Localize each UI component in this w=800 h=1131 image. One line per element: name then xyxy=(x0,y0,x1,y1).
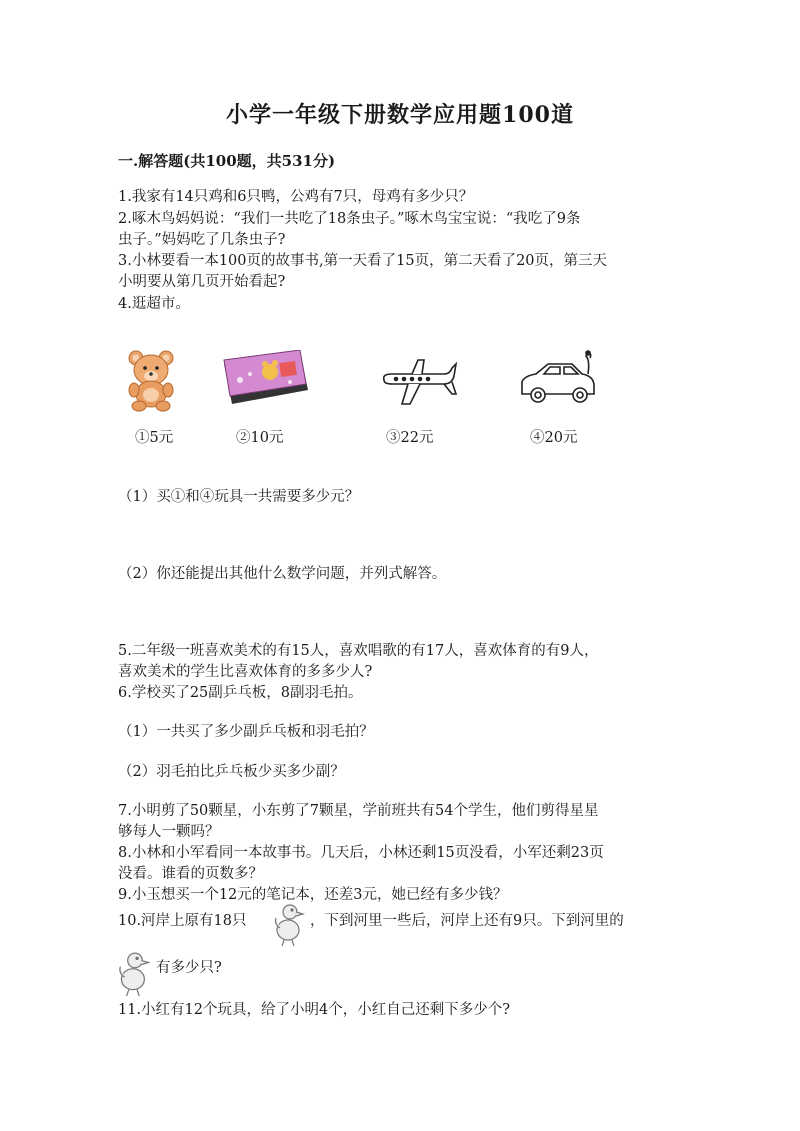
question-2-line-1: 2.啄木鸟妈妈说：“我们一共吃了18条虫子。”啄木鸟宝宝说：“我吃了9条 xyxy=(118,211,581,227)
section-heading: 一.解答题(共100题，共531分) xyxy=(118,152,336,170)
question-3-line-2: 小明要从第几页开始看起? xyxy=(118,274,286,290)
question-6: 6.学校买了25副乒乓板，8副羽毛拍。 xyxy=(118,685,363,701)
toy-price-4: ④20元 xyxy=(530,430,578,446)
question-7-line-2: 够每人一颗吗？ xyxy=(118,824,220,840)
question-4: 4.逛超市。 xyxy=(118,296,190,312)
toy-car-icon xyxy=(518,350,602,412)
page-title: 小学一年级下册数学应用题100道 xyxy=(226,102,574,128)
question-8-line-1: 8.小林和小军看同一本故事书。几天后，小林还剩15页没看，小军还剩23页 xyxy=(118,845,604,861)
question-5-line-1: 5.二年级一班喜欢美术的有15人，喜欢唱歌的有17人，喜欢体育的有9人， xyxy=(118,643,599,659)
duck-icon xyxy=(272,902,308,952)
question-4-sub-1: （1）买①和④玩具一共需要多少元？ xyxy=(118,489,360,505)
question-9: 9.小玉想买一个12元的笔记本，还差3元，她已经有多少钱？ xyxy=(118,887,508,903)
question-10-part-b: ，下到河里一些后，河岸上还有9只。下到河里的 xyxy=(310,913,624,929)
pencil-case-icon xyxy=(220,350,310,410)
toy-price-3: ③22元 xyxy=(386,430,434,446)
duck-icon-2 xyxy=(116,950,154,1002)
question-11: 11.小红有12个玩具，给了小明4个，小红自己还剩下多少个? xyxy=(118,1002,511,1018)
airplane-icon xyxy=(378,354,458,414)
toy-price-1: ①5元 xyxy=(135,430,174,446)
question-7-line-1: 7.小明剪了50颗星，小东剪了7颗星，学前班共有54个学生，他们剪得星星 xyxy=(118,803,599,819)
question-6-sub-1: （1）一共买了多少副乒乓板和羽毛拍？ xyxy=(118,724,374,740)
question-3-line-1: 3.小林要看一本100页的故事书,第一天看了15页，第二天看了20页，第三天 xyxy=(118,253,608,269)
question-10-part-a: 10.河岸上原有18只 xyxy=(118,913,247,929)
question-10-part-c: 有多少只? xyxy=(156,960,222,976)
question-4-sub-2: （2）你还能提出其他什么数学问题，并列式解答。 xyxy=(118,566,447,582)
teddy-bear-icon xyxy=(124,348,178,416)
toy-price-2: ②10元 xyxy=(236,430,284,446)
question-2-line-2: 虫子。”妈妈吃了几条虫子? xyxy=(118,232,286,248)
question-1: 1.我家有14只鸡和6只鸭，公鸡有7只，母鸡有多少只？ xyxy=(118,189,474,205)
question-8-line-2: 没看。谁看的页数多？ xyxy=(118,866,263,882)
question-6-sub-2: （2）羽毛拍比乒乓板少买多少副？ xyxy=(118,764,345,780)
question-5-line-2: 喜欢美术的学生比喜欢体育的多多少人? xyxy=(118,664,373,680)
